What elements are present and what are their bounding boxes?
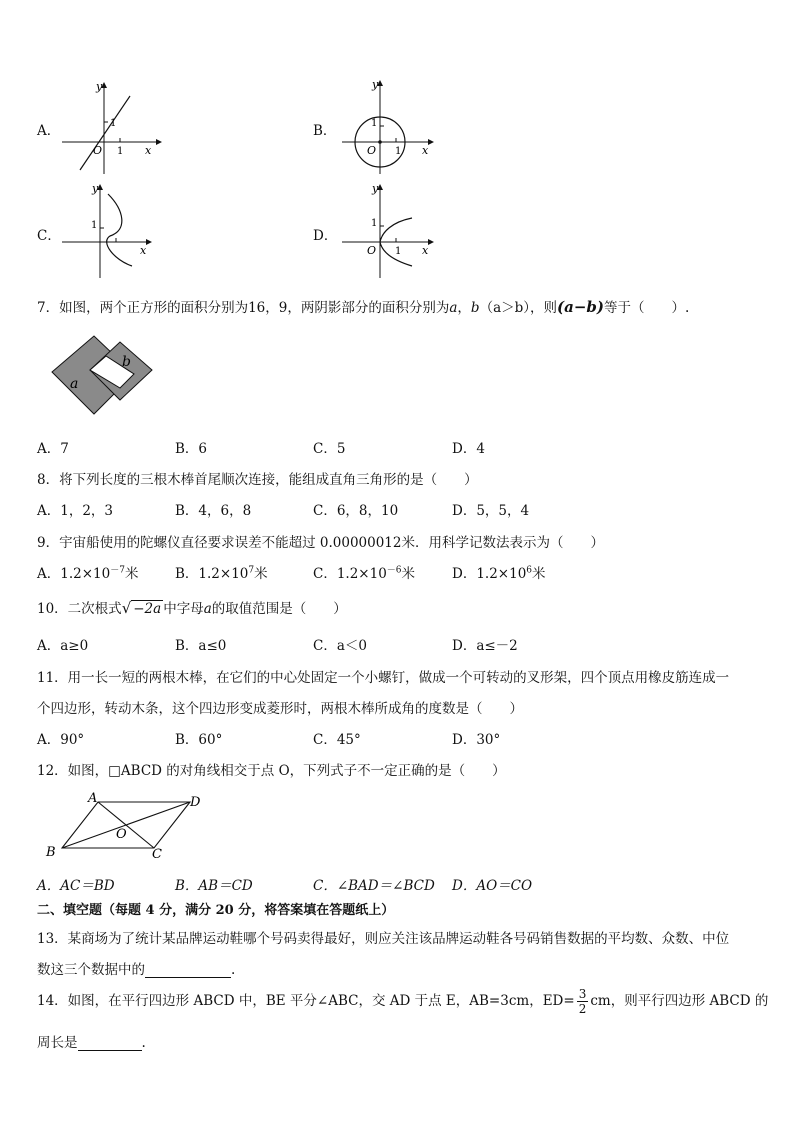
q6-graph-b (340, 76, 440, 176)
q9-option-a[interactable] (37, 562, 138, 582)
q6-graph-c (60, 180, 160, 280)
q7-figure-label-b: b (122, 354, 131, 370)
q9-option-c-exp: －6 (386, 565, 402, 576)
q6-option-d-label: D． (313, 228, 338, 244)
q7-var-b: b (470, 300, 480, 316)
axis-x-label: x (422, 244, 429, 257)
q10-stem (37, 597, 347, 617)
origin-label: O (367, 144, 377, 157)
tick-label-y-1: 1 (371, 218, 378, 229)
q10-option-a[interactable]: A．a≥0 (37, 638, 89, 654)
q9-stem: 9．宇宙船使用的陀螺仪直径要求误差不能超过 0.00000012米．用科学记数法表示为（ ） (37, 535, 604, 551)
tick-label-y-1: 1 (91, 220, 98, 231)
q14-stem-line2 (37, 1031, 146, 1051)
q7-option-a[interactable]: A．7 (37, 441, 69, 457)
q7-squares-figure (44, 334, 160, 418)
q8-stem: 8．将下列长度的三根木棒首尾顺次连接，能组成直角三角形的是（ ） (37, 472, 478, 488)
q11-option-a[interactable]: A．90° (37, 732, 85, 748)
q10-radicand: −2a (133, 601, 162, 617)
q14-frac-denominator: 2 (578, 1002, 587, 1016)
axis-x-label: x (422, 144, 429, 157)
q9-option-c-unit: 米 (401, 566, 416, 582)
q10-option-c[interactable]: C．a＜0 (313, 638, 367, 654)
q7-option-d[interactable]: D．4 (452, 441, 485, 457)
origin-label: O (367, 244, 377, 257)
q6-option-b-label: B． (313, 123, 337, 139)
q14-stem-line1 (37, 987, 768, 1016)
q14-line2-b: . (141, 1035, 146, 1051)
q9-option-b-base: B．1.2×10 (175, 566, 249, 582)
q6-graph-d (340, 180, 440, 280)
q12-stem: 12．如图，□ABCD 的对角线相交于点 O，下列式子不一定正确的是（ ） (37, 763, 506, 779)
q12-point-o: O (116, 827, 127, 842)
q10-var: a (203, 601, 212, 617)
tick-label-y-1: 1 (371, 118, 378, 129)
section-fill-in-blank-heading: 二、填空题（每题 4 分，满分 20 分，将答案填在答题纸上） (37, 903, 395, 918)
q12-point-b: B (46, 845, 56, 860)
tick-label-x-1: 1 (395, 146, 402, 157)
q7-var-a: a (449, 300, 458, 316)
axis-y-label: y (92, 182, 99, 195)
q12-option-c[interactable]: C．∠BAD＝∠BCD (313, 878, 435, 894)
q11-option-c[interactable]: C．45° (313, 732, 361, 748)
q7-option-b[interactable]: B．6 (175, 441, 208, 457)
q11-stem-line1: 11．用一长一短的两根木棒，在它们的中心处固定一个小螺钉，做成一个可转动的叉形架，四个顶点用橡皮筋连成一 (37, 670, 730, 686)
q8-option-a[interactable]: A．1，2，3 (37, 503, 114, 519)
q10-text-c: 的取值范围是（ ） (211, 601, 347, 617)
q7-text-a: 7．如图，两个正方形的面积分别为16，9，两阴影部分的面积分别为 (37, 300, 450, 316)
q7-text-c: （a＞b），则 (479, 300, 558, 316)
q12-point-c: C (152, 847, 162, 862)
q11-stem-line2: 个四边形，转动木条，这个四边形变成菱形时，两根木棒所成角的度数是（ ） (37, 701, 523, 717)
axis-y-label: y (372, 182, 379, 195)
q7-text-d: 等于（ ）. (604, 300, 690, 316)
q9-option-d[interactable] (452, 562, 546, 582)
q8-option-c[interactable]: C．6，8，10 (313, 503, 399, 519)
q7-expr: (a−b) (557, 298, 605, 316)
q12-parallelogram-figure (40, 790, 210, 862)
axis-x-label: x (145, 144, 152, 157)
q7-stem (37, 296, 689, 316)
q10-text-b: 中字母 (163, 601, 204, 617)
sqrt-symbol: √ (121, 599, 132, 617)
q9-option-b[interactable] (175, 562, 268, 582)
q9-option-c-base: C．1.2×10 (313, 566, 387, 582)
q12-option-a[interactable]: A．AC＝BD (37, 878, 115, 894)
q12-option-b[interactable]: B．AB＝CD (175, 878, 253, 894)
axis-y-label: y (96, 80, 103, 93)
q6-option-a-label: A． (37, 123, 61, 139)
q14-frac-numerator: 3 (578, 987, 587, 1001)
q10-text-a: 10．二次根式 (37, 601, 122, 617)
q14-line2-a: 周长是 (37, 1035, 78, 1051)
q8-option-b[interactable]: B．4，6，8 (175, 503, 252, 519)
q13-stem-line2 (37, 958, 235, 978)
q7-option-c[interactable]: C．5 (313, 441, 346, 457)
q6-option-c-label: C． (37, 228, 61, 244)
axis-x-label: x (140, 244, 147, 257)
q14-answer-blank[interactable] (78, 1036, 142, 1051)
q10-option-b[interactable]: B．a≤0 (175, 638, 227, 654)
tick-label-y-1: 1 (110, 118, 117, 129)
tick-label-x-1: 1 (117, 146, 124, 157)
q14-text-b: cm，则平行四边形 ABCD 的 (590, 993, 769, 1009)
q8-option-d[interactable]: D．5，5，4 (452, 503, 530, 519)
q9-option-b-unit: 米 (254, 566, 268, 582)
q13-text-b: . (231, 962, 236, 978)
q6-graph-a (60, 78, 170, 176)
q9-option-b-exp: 7 (248, 565, 255, 576)
q14-text-a: 14．如图，在平行四边形 ABCD 中，BE 平分∠ABC，交 AD 于点 E，AB=3cm，ED= (37, 993, 575, 1009)
q9-option-d-exp: 6 (526, 565, 533, 576)
q9-option-c[interactable] (313, 562, 415, 582)
q11-option-d[interactable]: D．30° (452, 732, 501, 748)
q7-text-b: ， (457, 300, 471, 316)
q13-answer-blank[interactable] (145, 963, 231, 978)
q9-option-a-unit: 米 (124, 566, 139, 582)
q12-option-d[interactable]: D．AO＝CO (452, 878, 533, 894)
q12-point-d: D (190, 795, 201, 810)
q9-option-a-exp: －7 (110, 565, 125, 576)
q9-option-d-base: D．1.2×10 (452, 566, 527, 582)
q13-text-a: 数这三个数据中的 (37, 962, 145, 978)
q10-option-d[interactable]: D．a≤－2 (452, 638, 518, 654)
q11-option-b[interactable]: B．60° (175, 732, 223, 748)
q12-point-a: A (88, 791, 98, 806)
q7-figure-label-a: a (70, 376, 79, 392)
tick-label-x-1: 1 (395, 246, 402, 257)
q13-stem-line1: 13．某商场为了统计某品牌运动鞋哪个号码卖得最好，则应关注该品牌运动鞋各号码销售数据的平均数、众数、中位 (37, 931, 730, 947)
axis-y-label: y (372, 78, 379, 91)
q9-option-d-unit: 米 (532, 566, 546, 582)
q9-option-a-base: A．1.2×10 (37, 566, 111, 582)
q14-fraction (577, 987, 589, 1016)
origin-label: O (93, 144, 103, 157)
